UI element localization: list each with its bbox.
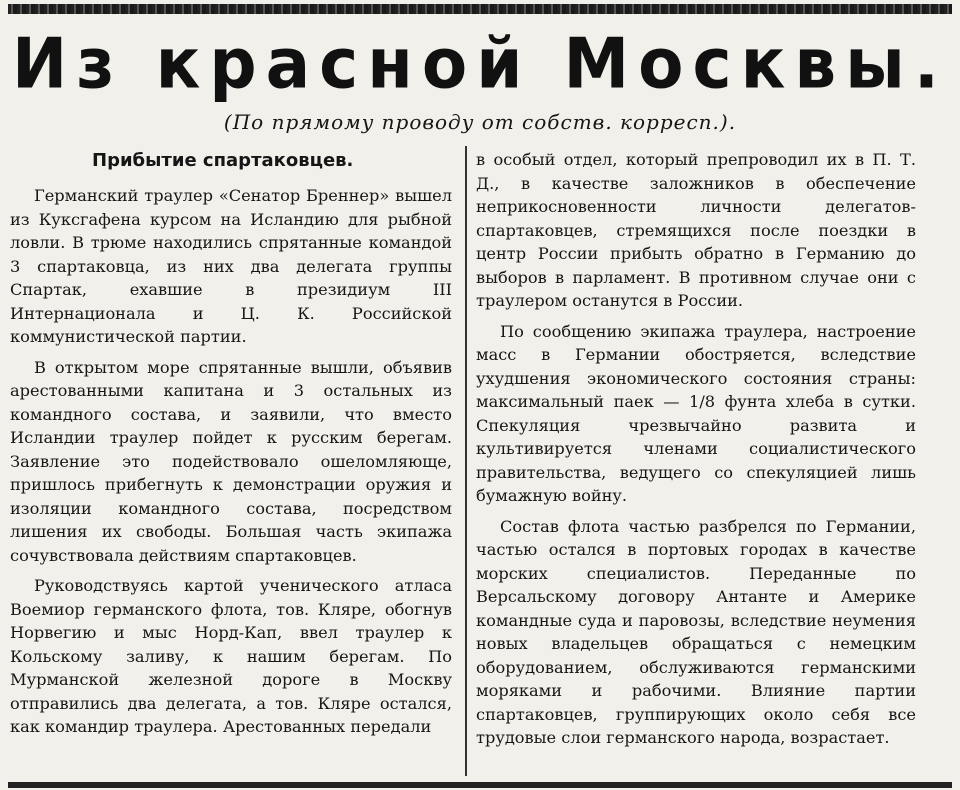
article-subhead: Прибытие спартаковцев. <box>92 150 354 171</box>
paragraph: в особый отдел, который препроводил их в П. Т. Д., в качестве заложников в обеспечение неприкосновенности личности делегатов-спартаковцев, стремящихся после поездки в центр России прибыть обратно в Германию до выборов в парламент. В противном случае они с траулером останутся в России. <box>476 150 916 310</box>
top-rule <box>8 4 952 14</box>
right-column <box>476 148 916 776</box>
paragraph: По сообщению экипажа траулера, настроение масс в Германии обостряется, вследствие ухудшения экономического состояния страны: максимальный паек — 1/8 фунта хлеба в сутки. Спекуляция чрезвычайно развита и культивируется членами социалистического правительства, ведущего со спекуляцией лишь бумажную войну. <box>476 321 916 505</box>
left-column <box>10 146 452 776</box>
bottom-rule <box>8 782 952 788</box>
dateline: (По прямому проводу от собств. корресп.). <box>223 110 737 134</box>
column-divider <box>465 146 467 776</box>
paragraph: Руководствуясь картой ученического атласа Воемиор германского флота, тов. Кляре, обогнув Норвегию и мыс Норд-Кап, ввел траулер к Кольскому заливу, к нашим берегам. По Мурманской железной дороге в Москву отправились два делегата, а тов. Кляре остался, как командир траулера. Арестованных передали <box>10 576 452 736</box>
paragraph: В открытом море спрятанные вышли, объявив арестованными капитана и 3 остальных из командного состава, и заявили, что вместо Исландии траулер пойдет к русским берегам. Заявление это подействовало ошеломляюще, пришлось прибегнуть к демонстрации оружия и изоляции командного состава, посредством лишения их свободы. Большая часть экипажа сочувствовала действиям спартаковцев. <box>10 357 452 565</box>
paragraph: Германский траулер «Сенатор Бреннер» вышел из Куксгафена курсом на Исландию для рыбной ловли. В трюме находились спрятанные командой 3 спартаковца, из них два делегата группы Спартак, ехавшие в президиум III Интернационала и Ц. К. Российской коммунистической партии. <box>10 186 452 346</box>
paragraph: Состав флота частью разбрелся по Германии, частью остался в портовых городах в качестве морских специалистов. Переданные по Версальскому договору Антанте и Америке командные суда и паровозы, вследствие неумения новых владельцев обращаться с немецким оборудованием, обслуживаются германскими моряками и рабочими. Влияние партии спартаковцев, группирующих около себя все трудовые слои германского народа, возрастает. <box>476 516 916 747</box>
headline: Из красной Москвы. <box>12 22 948 105</box>
